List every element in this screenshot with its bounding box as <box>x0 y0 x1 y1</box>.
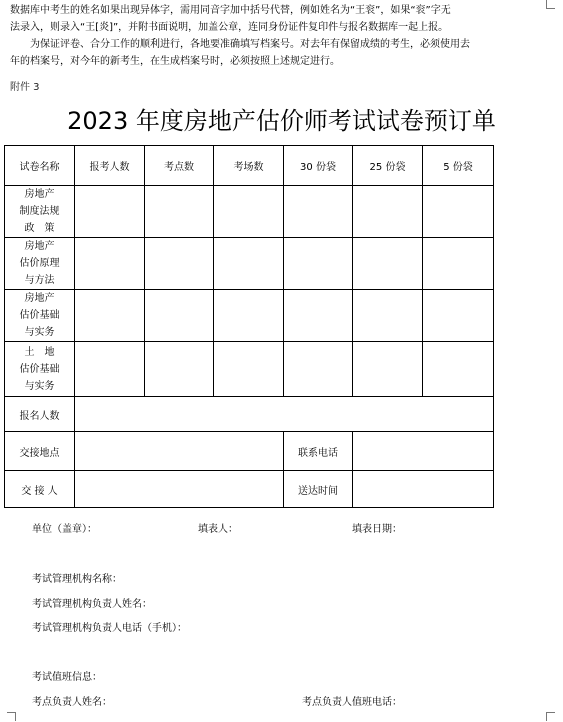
blank-cell[interactable] <box>353 290 423 342</box>
header-cell: 报考人数 <box>75 146 145 186</box>
blank-cell[interactable] <box>284 342 353 397</box>
subject-line: 制度法规 <box>19 206 60 217</box>
blank-cell[interactable] <box>353 342 423 397</box>
blank-cell[interactable] <box>75 238 145 290</box>
header-cell: 25 份袋 <box>353 146 423 186</box>
blank-cell[interactable] <box>145 238 214 290</box>
blank-cell[interactable] <box>284 238 353 290</box>
blank-cell[interactable] <box>214 186 284 238</box>
intro-line-3: 为保证评卷、合分工作的顺利进行，各地要准确填写档案号。对去年有保留成绩的考生，必须使用去 <box>30 39 470 50</box>
subject-cell <box>5 342 75 397</box>
subject-line: 政 策 <box>24 223 55 234</box>
intro-line-1: 数据库中考生的姓名如果出现异体字，需用同音字加中括号代替，例如姓名为“王衮”，如果“衮”字无 <box>10 5 451 16</box>
blank-cell[interactable] <box>75 290 145 342</box>
blank-cell[interactable] <box>353 238 423 290</box>
order-form-table <box>4 145 494 508</box>
header-cell: 30 份袋 <box>284 146 353 186</box>
subject-cell <box>5 186 75 238</box>
unit-seal-label: 单位（盖章）： <box>32 524 97 535</box>
blank-cell[interactable] <box>353 186 423 238</box>
blank-cell[interactable] <box>423 186 494 238</box>
contact-phone-label: 联系电话 <box>284 432 353 471</box>
blank-cell[interactable] <box>214 290 284 342</box>
intro-paragraph <box>10 2 555 70</box>
blank-cell[interactable] <box>145 290 214 342</box>
blank-cell[interactable] <box>145 186 214 238</box>
attachment-label: 附件 3 <box>10 82 40 93</box>
subject-line: 房地产 <box>24 189 55 200</box>
table-header-row <box>5 146 494 186</box>
delivery-place-value-cell[interactable] <box>75 432 284 471</box>
delivery-time-value-cell[interactable] <box>353 471 494 508</box>
subject-cell <box>5 290 75 342</box>
subject-line: 估价基础 <box>19 310 60 321</box>
subject-line: 与实务 <box>24 327 55 338</box>
blank-cell[interactable] <box>75 342 145 397</box>
blank-cell[interactable] <box>423 290 494 342</box>
page-title: 2023 年度房地产估价师考试试卷预订单 <box>67 107 496 135</box>
blank-cell[interactable] <box>214 238 284 290</box>
subject-line: 与实务 <box>24 380 55 392</box>
intro-line-4: 年的档案号，对今年的新考生，在生成档案号时，必须按照上述规定进行。 <box>10 56 340 67</box>
handover-row <box>5 471 494 508</box>
header-cell: 考点数 <box>145 146 214 186</box>
handover-person-value-cell[interactable] <box>75 471 284 508</box>
applicants-value-cell[interactable] <box>75 397 494 432</box>
delivery-place-row <box>5 432 494 471</box>
org-name-label: 考试管理机构名称： <box>32 574 122 585</box>
subject-cell <box>5 238 75 290</box>
blank-cell[interactable] <box>423 238 494 290</box>
table-row <box>5 290 494 342</box>
handover-person-label: 交 接 人 <box>5 471 75 508</box>
blank-cell[interactable] <box>423 342 494 397</box>
table-row <box>5 238 494 290</box>
subject-line: 土 地 <box>24 346 55 358</box>
subject-line: 与方法 <box>24 275 55 286</box>
contact-phone-value-cell[interactable] <box>353 432 494 471</box>
filled-by-label: 填表人： <box>198 524 238 535</box>
subject-line: 估价原理 <box>19 258 60 269</box>
blank-cell[interactable] <box>145 342 214 397</box>
fill-date-label: 填表日期： <box>352 524 402 535</box>
header-cell: 5 份袋 <box>423 146 494 186</box>
delivery-place-label: 交接地点 <box>5 432 75 471</box>
intro-line-2: 法录入，则录入“王[炎]”，并附书面说明，加盖公章，连同身份证件复印件与报名数据库一起上报。 <box>10 22 449 33</box>
site-head-name-label: 考点负责人姓名： <box>32 697 112 708</box>
org-head-phone-label: 考试管理机构负责人电话（手机）： <box>32 623 187 634</box>
table-row <box>5 342 494 397</box>
header-cell: 考场数 <box>214 146 284 186</box>
table-row <box>5 186 494 238</box>
blank-cell[interactable] <box>75 186 145 238</box>
corner-mark-bottom-left <box>7 712 16 721</box>
subject-line: 房地产 <box>24 241 55 252</box>
blank-cell[interactable] <box>284 290 353 342</box>
applicants-label: 报名人数 <box>5 397 75 432</box>
blank-cell[interactable] <box>284 186 353 238</box>
header-cell: 试卷名称 <box>5 146 75 186</box>
blank-cell[interactable] <box>214 342 284 397</box>
site-head-duty-phone-label: 考点负责人值班电话： <box>302 697 402 708</box>
delivery-time-label: 送达时间 <box>284 471 353 508</box>
duty-info-label: 考试值班信息： <box>32 672 102 683</box>
corner-mark-bottom-right <box>546 712 555 721</box>
org-head-name-label: 考试管理机构负责人姓名： <box>32 599 152 610</box>
applicants-row <box>5 397 494 432</box>
subject-line: 房地产 <box>24 293 55 304</box>
subject-line: 估价基础 <box>19 363 60 375</box>
